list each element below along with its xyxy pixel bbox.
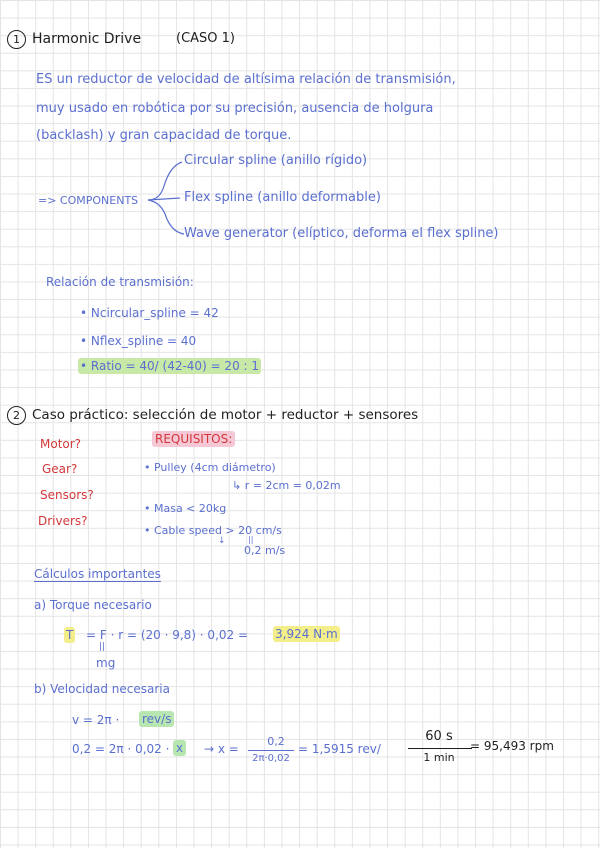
- cable-speed-equals-mark: ||: [248, 535, 254, 544]
- torque-symbol: T: [66, 628, 74, 642]
- torque-mg: mg: [96, 656, 116, 670]
- question-gear: Gear?: [42, 462, 78, 476]
- velocity-calc: 0,2 = 2π · 0,02 ·: [72, 742, 170, 756]
- section-title: Harmonic Drive: [32, 31, 142, 47]
- description-line-2: muy usado en robótica por su precisión, ausencia de holgura: [36, 101, 434, 116]
- ratio-heading: Relación de transmisión:: [46, 275, 194, 289]
- ratio-circular: • Ncircular_spline = 42: [80, 306, 219, 320]
- requirement-pulley: • Pulley (4cm diámetro): [144, 461, 276, 474]
- velocity-fraction-line: [248, 750, 294, 751]
- velocity-fraction-denominator: 2π·0,02: [252, 753, 290, 764]
- conversion-line: [408, 748, 472, 749]
- description-line-1: ES un reductor de velocidad de altísima relación de transmisión,: [36, 72, 456, 87]
- requirement-mass: • Masa < 20kg: [144, 502, 227, 515]
- ratio-result: • Ratio = 40/ (42-40) = 20 : 1: [80, 359, 260, 373]
- section-number-2: [7, 406, 26, 425]
- section-number-text: 2: [13, 409, 20, 422]
- question-sensors: Sensors?: [40, 488, 94, 502]
- torque-result: 3,924 N·m: [275, 627, 338, 641]
- velocity-rpm-result: = 95,493 rpm: [470, 739, 554, 753]
- description-line-3: (backlash) y gran capacidad de torque.: [36, 128, 292, 143]
- section-number-text: 1: [13, 33, 20, 46]
- requirement-cable-speed: • Cable speed > 20 cm/s: [144, 524, 282, 537]
- velocity-arrow: → x =: [204, 742, 239, 756]
- calculations-heading: Cálculos importantes: [34, 567, 161, 581]
- component-circular-spline: Circular spline (anillo rígido): [184, 153, 368, 168]
- torque-equation: = F · r = (20 · 9,8) · 0,02 =: [86, 628, 249, 642]
- velocity-x: x: [173, 740, 186, 756]
- velocity-formula: v = 2π ·: [72, 713, 120, 727]
- section-subtitle: (CASO 1): [176, 31, 236, 46]
- question-drivers: Drivers?: [38, 514, 88, 528]
- cable-speed-converted: 0,2 m/s: [244, 544, 286, 557]
- case-title: Caso práctico: selección de motor + reductor + sensores: [32, 407, 419, 423]
- components-label: => COMPONENTS: [38, 194, 139, 207]
- component-wave-generator: Wave generator (elíptico, deforma el flex spline): [184, 226, 499, 241]
- conversion-denominator: 1 min: [423, 751, 455, 764]
- question-motor: Motor?: [40, 437, 82, 451]
- conversion-numerator: 60 s: [425, 729, 453, 744]
- requirements-label: REQUISITOS:: [152, 431, 235, 447]
- velocity-formula-unit: rev/s: [139, 711, 174, 727]
- torque-equals-mark: ||: [99, 642, 106, 652]
- velocity-rev-per-s: = 1,5915 rev/: [298, 742, 381, 756]
- ratio-flex: • Nflex_spline = 40: [80, 334, 197, 348]
- velocity-fraction-numerator: 0,2: [267, 735, 285, 748]
- requirement-pulley-radius: ↳ r = 2cm = 0,02m: [232, 479, 341, 492]
- velocity-heading: b) Velocidad necesaria: [34, 682, 170, 696]
- cable-speed-arrow: ↓: [218, 536, 226, 546]
- torque-heading: a) Torque necesario: [34, 598, 152, 612]
- component-flex-spline: Flex spline (anillo deformable): [184, 190, 381, 205]
